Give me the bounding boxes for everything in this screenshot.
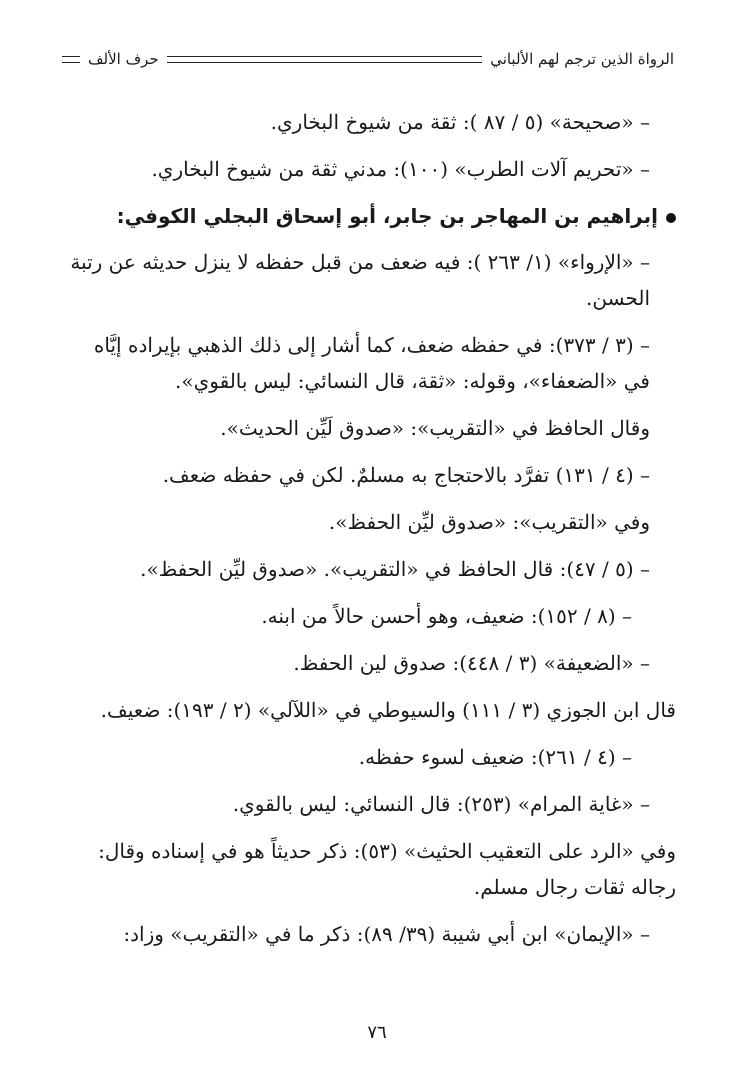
entry-line: وفي «الرد على التعقيب الحثيث» (٥٣): ذكر حديثاً هو في إسناده وقال: رجاله ثقات رجال مسلم. [98, 839, 676, 899]
entry-line: وفي «التقريب»: «صدوق ليِّن الحفظ». [328, 510, 650, 534]
bullet-icon [666, 213, 676, 223]
page-number: ٧٦ [367, 1022, 387, 1043]
entry-line: – (٤ / ١٣١) تفرَّد بالاحتجاج به مسلمٌ. لكن في حفظه ضعف. [162, 463, 650, 487]
entry-line: – «تحريم آلات الطرب» (١٠٠): مدني ثقة من شيوخ البخاري. [151, 157, 650, 181]
narrator-name: إبراهيم بن المهاجر بن جابر، أبو إسحاق البجلي الكوفي: [116, 204, 658, 228]
header-end-rule [62, 56, 80, 63]
header-rule [167, 56, 483, 63]
entry-line: – (٥ / ٤٧): قال الحافظ في «التقريب». «صدوق ليِّن الحفظ». [140, 557, 650, 581]
book-title: الرواة الذين ترجم لهم الألباني [490, 50, 674, 68]
entry-line: – «الإرواء» (١/ ٢٦٣ ): فيه ضعف من قبل حفظه لا ينزل حديثه عن رتبة الحسن. [70, 250, 650, 310]
section-title: حرف الألف [88, 50, 159, 68]
entry-line: – «الإيمان» ابن أبي شيبة (٣٩/ ٨٩): ذكر ما في «التقريب» وزاد: [123, 922, 650, 946]
entry-line: – «الضعيفة» (٣ / ٤٤٨): صدوق لين الحفظ. [293, 651, 650, 675]
running-header [62, 48, 674, 70]
narrator-heading [64, 198, 676, 234]
entry-line: – «غاية المرام» (٢٥٣): قال النسائي: ليس بالقوي. [232, 792, 650, 816]
page-body [64, 104, 676, 963]
entry-line: – «صحيحة» (٥ / ٨٧ ): ثقة من شيوخ البخاري. [270, 110, 650, 134]
entry-line: – (٣ / ٣٧٣): في حفظه ضعف، كما أشار إلى ذلك الذهبي بإيراده إيَّاه في «الضعفاء»، وقوله: «ثقة، قال النسائي: ليس بالقوي». [93, 333, 650, 393]
entry-line: – (٨ / ١٥٢): ضعيف، وهو أحسن حالاً من ابنه. [261, 604, 632, 628]
entry-line: وقال الحافظ في «التقريب»: «صدوق لَيِّن الحديث». [220, 416, 650, 440]
entry-line: قال ابن الجوزي (٣ / ١١١) والسيوطي في «اللآلي» (٢ / ١٩٣): ضعيف. [100, 698, 676, 722]
entry-line: – (٤ / ٢٦١): ضعيف لسوء حفظه. [358, 745, 632, 769]
